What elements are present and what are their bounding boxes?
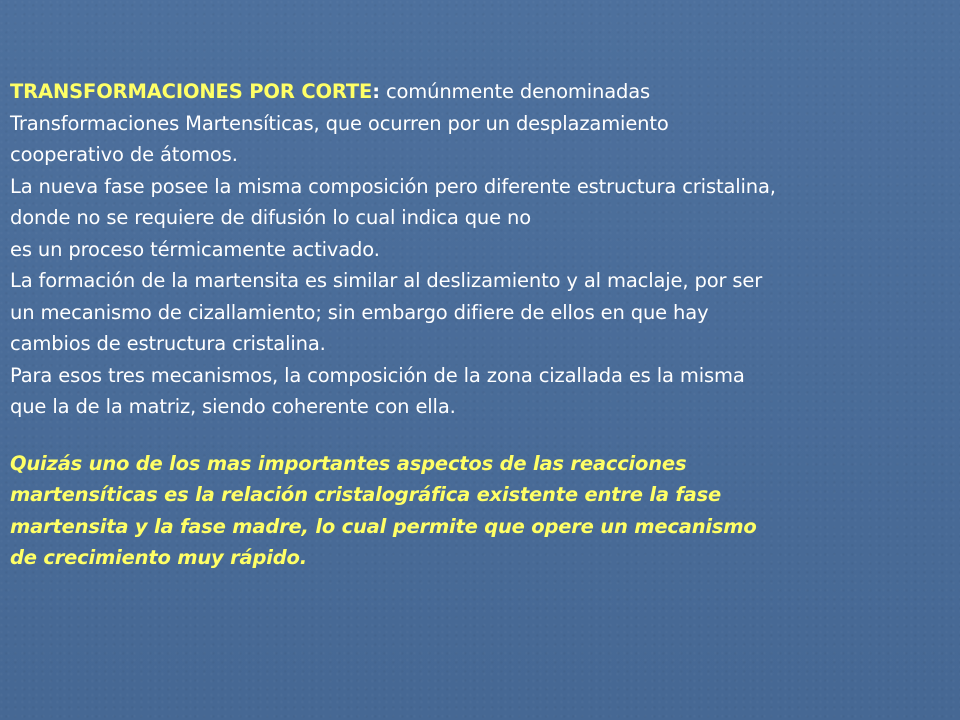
paragraph-line-6: es un proceso térmicamente activado.	[10, 237, 380, 261]
paragraph-line-3: cooperativo de átomos.	[10, 143, 238, 166]
paragraph-line-11: que la de la matriz, siendo coherente con ella.	[10, 395, 456, 418]
highlight-line-2: martensíticas es la relación cristalográfica existente entre la fase	[10, 483, 722, 506]
paragraph-line-2: Transformaciones Martensíticas, que ocurren por un desplazamiento	[10, 111, 669, 135]
paragraph-spacer	[10, 423, 950, 448]
paragraph-line-4: La nueva fase posee la misma composición pero diferente estructura cristalina,	[10, 174, 776, 198]
highlight-line-4: de crecimiento muy rápido.	[10, 546, 307, 569]
paragraph-line-5: donde no se requiere de difusión lo cual indica que no	[10, 206, 532, 229]
paragraph-line-10: Para esos tres mecanismos, la composición de la zona cizallada es la misma	[10, 363, 745, 387]
highlight-line-1: Quizás uno de los mas importantes aspectos de las reacciones	[10, 451, 687, 475]
paragraph-line-9: cambios de estructura cristalina.	[10, 332, 326, 355]
slide-body	[10, 76, 950, 574]
paragraph-line-7: La formación de la martensita es similar al deslizamiento y al maclaje, por ser	[10, 269, 763, 292]
paragraph-line-8: un mecanismo de cizallamiento; sin embargo difiere de ellos en que hay	[10, 300, 709, 324]
section-heading: TRANSFORMACIONES POR CORTE	[10, 80, 373, 103]
heading-colon: :	[372, 80, 380, 103]
paragraph-line-1	[10, 76, 950, 108]
highlight-line-3: martensita y la fase madre, lo cual permite que opere un mecanismo	[10, 514, 757, 538]
body-text: comúnmente denominadas	[379, 80, 651, 103]
